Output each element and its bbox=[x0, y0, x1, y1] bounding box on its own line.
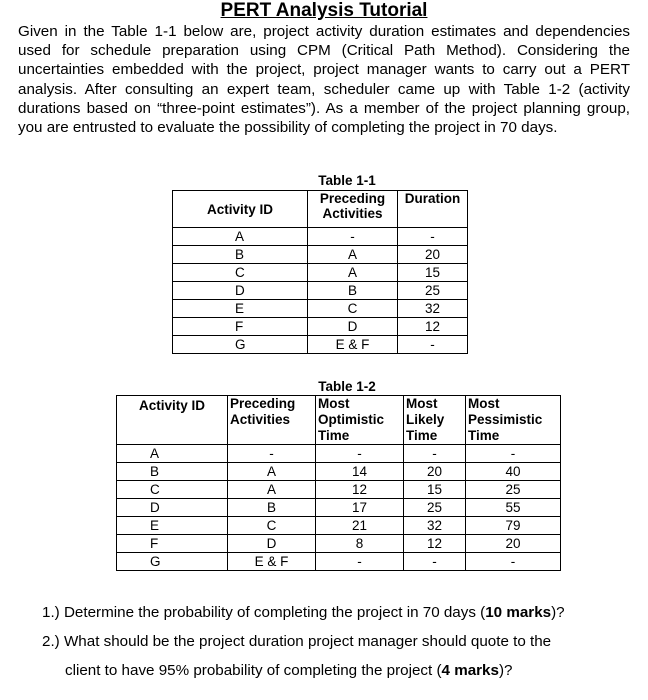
t2-header-optimistic: Most Optimistic Time bbox=[316, 396, 404, 445]
table-cell: 25 bbox=[466, 481, 561, 499]
table-cell: 20 bbox=[466, 535, 561, 553]
table-cell: F bbox=[117, 535, 228, 553]
table-cell: 25 bbox=[398, 282, 468, 300]
intro-paragraph: Given in the Table 1-1 below are, project activity duration estimates and dependencies used for schedule preparation using CPM (Critical Path Method). Considering the uncertainties embedded with the project, project manager wants to carry out a PERT analysis. After consulting an expert team, scheduler came up with Table 1-2 (activity durations based on “three-point estimates”). As a member of the project planning group, you are entrusted to evaluate the possibility of completing the project in 70 days. bbox=[18, 23, 630, 137]
t1-header-duration: Duration bbox=[398, 191, 468, 228]
table-cell: E bbox=[117, 517, 228, 535]
table-cell: - bbox=[228, 445, 316, 463]
table-cell: 21 bbox=[316, 517, 404, 535]
table1-row bbox=[173, 228, 468, 246]
t2-header-likely: Most Likely Time bbox=[404, 396, 466, 445]
table2-row bbox=[117, 535, 561, 553]
table-cell: G bbox=[117, 553, 228, 571]
table1-row bbox=[173, 300, 468, 318]
t2-header-pessimistic: Most Pessimistic Time bbox=[466, 396, 561, 445]
table-cell: 40 bbox=[466, 463, 561, 481]
table-cell: E & F bbox=[228, 553, 316, 571]
table-cell: - bbox=[404, 445, 466, 463]
table-cell: - bbox=[466, 553, 561, 571]
table-cell: C bbox=[117, 481, 228, 499]
table-cell: B bbox=[308, 282, 398, 300]
table-cell: 12 bbox=[398, 318, 468, 336]
table-cell: A bbox=[308, 246, 398, 264]
table-cell: A bbox=[228, 481, 316, 499]
table-cell: C bbox=[228, 517, 316, 535]
table2-row bbox=[117, 481, 561, 499]
t1-header-activity-id: Activity ID bbox=[173, 191, 308, 228]
table-1-1 bbox=[172, 190, 468, 354]
table-cell: E bbox=[173, 300, 308, 318]
t2-header-preceding: Preceding Activities bbox=[228, 396, 316, 445]
table-cell: A bbox=[308, 264, 398, 282]
table-cell: 8 bbox=[316, 535, 404, 553]
table-cell: G bbox=[173, 336, 308, 354]
table-cell: - bbox=[308, 228, 398, 246]
table-cell: - bbox=[316, 553, 404, 571]
table2-caption: Table 1-2 bbox=[318, 379, 376, 394]
table-cell: D bbox=[308, 318, 398, 336]
table-cell: D bbox=[117, 499, 228, 517]
table1-row bbox=[173, 282, 468, 300]
table-cell: D bbox=[173, 282, 308, 300]
table-cell: C bbox=[308, 300, 398, 318]
table2-row bbox=[117, 553, 561, 571]
table-cell: B bbox=[228, 499, 316, 517]
question-2: 2.) What should be the project duration project manager should quote to the bbox=[42, 633, 552, 650]
table-cell: E & F bbox=[308, 336, 398, 354]
table-cell: - bbox=[398, 228, 468, 246]
table-cell: B bbox=[173, 246, 308, 264]
table-cell: 12 bbox=[316, 481, 404, 499]
table2-row bbox=[117, 445, 561, 463]
table-cell: F bbox=[173, 318, 308, 336]
table-cell: 12 bbox=[404, 535, 466, 553]
table-cell: 25 bbox=[404, 499, 466, 517]
t1-header-preceding: Preceding Activities bbox=[308, 191, 398, 228]
table-cell: - bbox=[316, 445, 404, 463]
table-cell: B bbox=[117, 463, 228, 481]
questions-list bbox=[42, 598, 632, 685]
table1-row bbox=[173, 318, 468, 336]
table-cell: D bbox=[228, 535, 316, 553]
table1-row bbox=[173, 264, 468, 282]
table-cell: 55 bbox=[466, 499, 561, 517]
table2-row bbox=[117, 463, 561, 481]
table-cell: 17 bbox=[316, 499, 404, 517]
table-cell: 20 bbox=[398, 246, 468, 264]
table-cell: - bbox=[398, 336, 468, 354]
table-cell: C bbox=[173, 264, 308, 282]
table-1-2 bbox=[116, 395, 561, 571]
table-cell: 20 bbox=[404, 463, 466, 481]
question-2-continued: client to have 95% probability of completing the project (4 marks)? bbox=[65, 662, 513, 679]
t2-header-activity-id: Activity ID bbox=[117, 396, 228, 445]
table-cell: - bbox=[466, 445, 561, 463]
table1-row bbox=[173, 336, 468, 354]
question-1: 1.) Determine the probability of completing the project in 70 days (10 marks)? bbox=[42, 604, 565, 621]
table-cell: 79 bbox=[466, 517, 561, 535]
table1-caption: Table 1-1 bbox=[318, 173, 376, 188]
table-cell: 32 bbox=[404, 517, 466, 535]
table-cell: 15 bbox=[404, 481, 466, 499]
table1-row bbox=[173, 246, 468, 264]
table-cell: A bbox=[173, 228, 308, 246]
table-cell: 15 bbox=[398, 264, 468, 282]
table-cell: 14 bbox=[316, 463, 404, 481]
page-title: PERT Analysis Tutorial bbox=[220, 0, 428, 21]
table-cell: A bbox=[228, 463, 316, 481]
table-cell: - bbox=[404, 553, 466, 571]
table2-row bbox=[117, 499, 561, 517]
table-cell: 32 bbox=[398, 300, 468, 318]
table2-row bbox=[117, 517, 561, 535]
table-cell: A bbox=[117, 445, 228, 463]
